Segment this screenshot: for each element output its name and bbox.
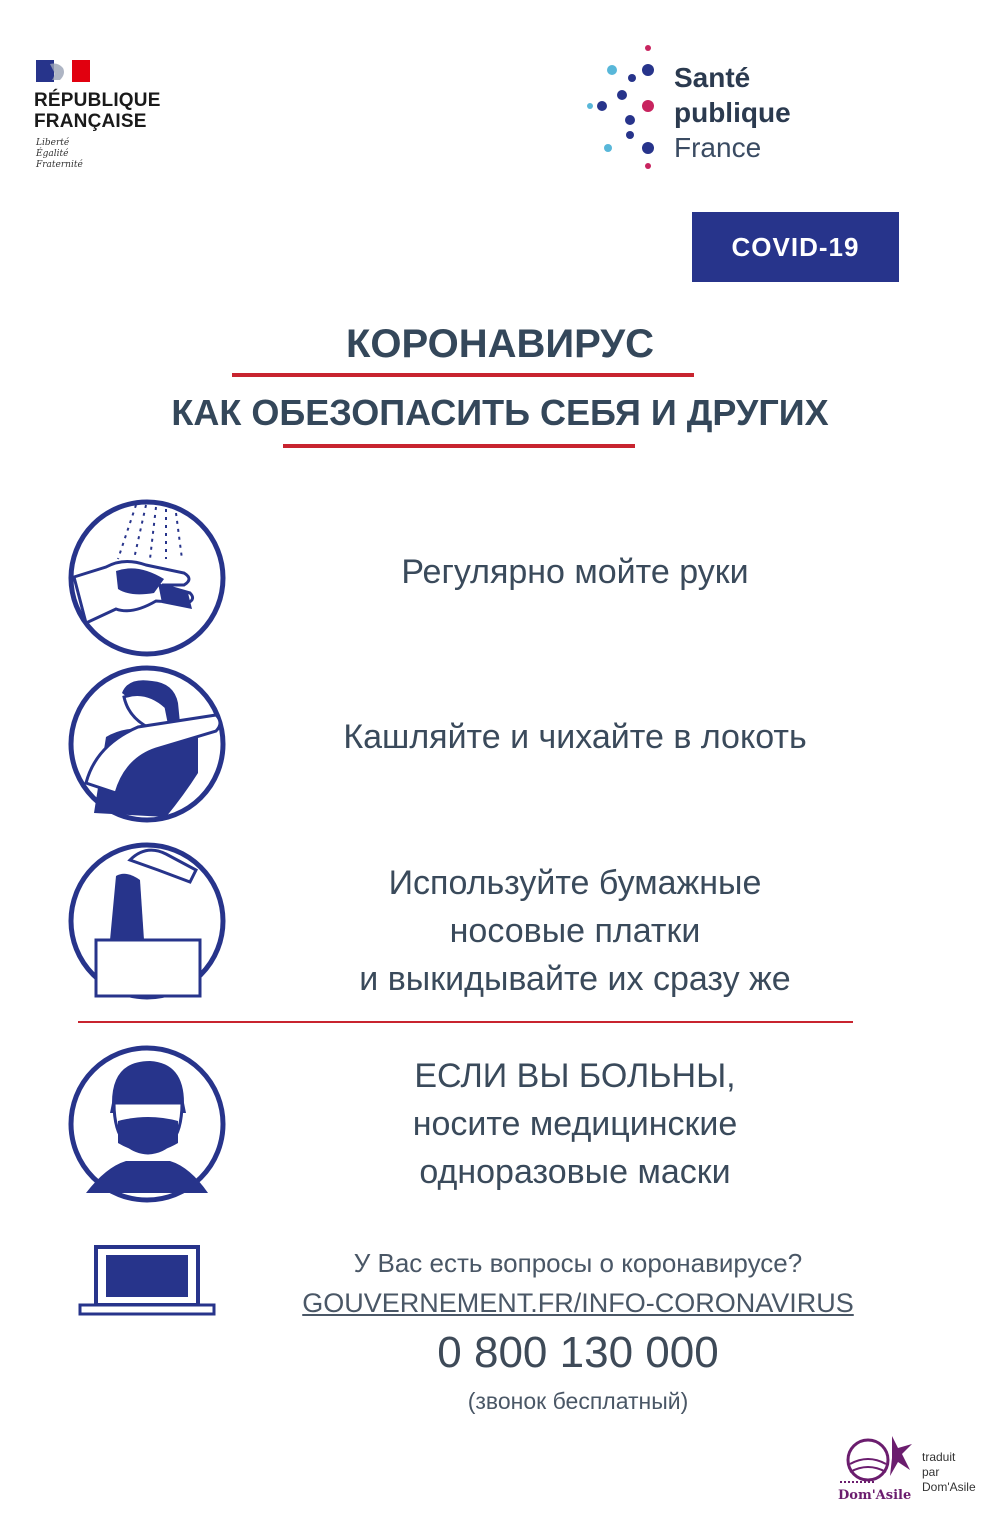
credit-line3: Dom'Asile bbox=[922, 1480, 976, 1494]
advice-mask-line2: носите медицинские bbox=[412, 1105, 738, 1143]
advice-tissue bbox=[295, 859, 855, 1003]
advice-mask bbox=[295, 1052, 855, 1196]
page-subtitle: КАК ОБЕЗОПАСИТЬ СЕБЯ И ДРУГИХ bbox=[171, 392, 829, 433]
republique-motto bbox=[36, 138, 83, 171]
marianne-flag-logo bbox=[36, 60, 90, 82]
info-question: У Вас есть вопросы о коронавирусе? bbox=[353, 1248, 803, 1278]
title-underline-1 bbox=[232, 373, 694, 377]
dom-asile-name: Dom'Asile bbox=[838, 1488, 912, 1503]
hand-washing-icon bbox=[66, 497, 228, 659]
face-mask-icon bbox=[66, 1043, 228, 1205]
credit-line2: par bbox=[922, 1465, 940, 1479]
sante-line1: Santé bbox=[674, 62, 751, 93]
cough-elbow-icon bbox=[66, 663, 228, 825]
advice-mask-line1: ЕСЛИ ВЫ БОЛЬНЫ, bbox=[414, 1057, 736, 1095]
advice-tissue-line3: и выкидывайте их сразу же bbox=[359, 960, 791, 998]
hotline-free-note: (звонок бесплатный) bbox=[467, 1388, 689, 1414]
info-url-link[interactable]: GOUVERNEMENT.FR/INFO-CORONAVIRUS bbox=[302, 1288, 854, 1318]
advice-cough-elbow: Кашляйте и чихайте в локоть bbox=[343, 718, 807, 756]
motto-egalite: Égalité bbox=[36, 149, 69, 159]
motto-liberte: Liberté bbox=[36, 138, 70, 148]
advice-wash-hands: Регулярно мойте руки bbox=[401, 553, 749, 591]
sante-publique-dots-logo bbox=[582, 40, 668, 170]
credit-line1: traduit bbox=[922, 1450, 956, 1464]
advice-tissue-line1: Используйте бумажные bbox=[388, 864, 762, 902]
motto-fraternite: Fraternité bbox=[36, 160, 83, 170]
covid-badge: COVID-19 bbox=[692, 212, 899, 282]
title-underline-2 bbox=[283, 444, 635, 448]
sante-publique-france-wordmark bbox=[674, 60, 791, 165]
page-title: КОРОНАВИРУС bbox=[345, 322, 655, 366]
hotline-phone: 0 800 130 000 bbox=[437, 1328, 719, 1377]
section-divider bbox=[78, 1021, 853, 1023]
tissue-box-icon bbox=[66, 840, 228, 1002]
sante-line3: France bbox=[674, 132, 762, 163]
republique-francaise-title bbox=[34, 90, 161, 132]
laptop-icon bbox=[78, 1245, 216, 1317]
republique-line2: FRANÇAISE bbox=[34, 111, 147, 132]
advice-tissue-line2: носовые платки bbox=[449, 912, 701, 950]
advice-mask-line3: одноразовые маски bbox=[419, 1153, 731, 1191]
sante-line2: publique bbox=[674, 97, 791, 128]
republique-line1: RÉPUBLIQUE bbox=[34, 90, 161, 111]
translation-credit bbox=[922, 1450, 976, 1495]
